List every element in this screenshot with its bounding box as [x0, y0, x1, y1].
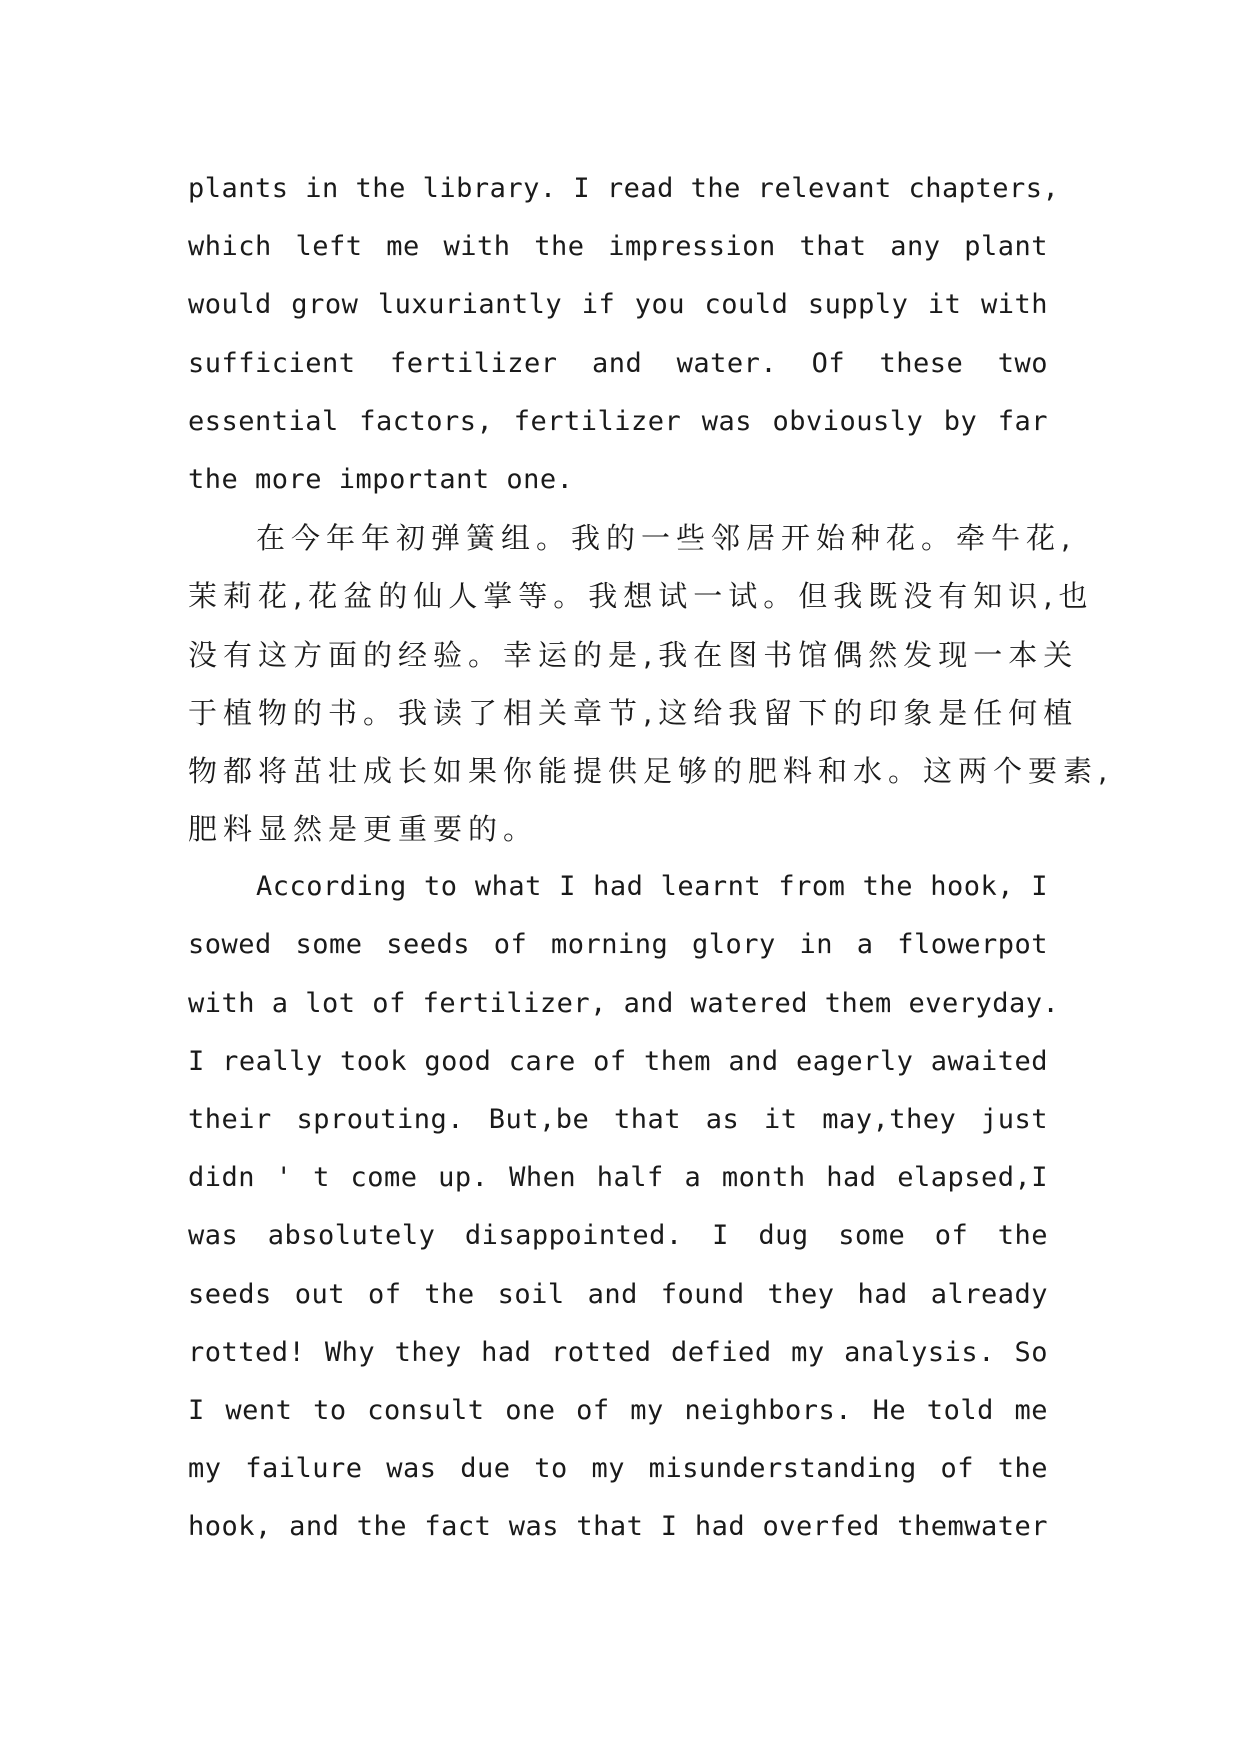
text-line: hook, and the fact was that I had overfed themwater — [188, 1511, 1048, 1543]
text-line: 茉莉花,花盆的仙人掌等。我想试一试。但我既没有知识,也 — [188, 579, 1094, 614]
text-line: plants in the library. I read the relevant chapters, — [188, 173, 1060, 204]
text-line: I went to consult one of my neighbors. He told me — [188, 1394, 1048, 1426]
text-line: didn ' t come up. When half a month had elapsed,I — [188, 1162, 1048, 1194]
text-line: 物都将茁壮成长如果你能提供足够的肥料和水。这两个要素, — [188, 753, 1114, 788]
text-line: with a lot of fertilizer, and watered them everyday. — [188, 987, 1060, 1019]
text-line: the more important one. — [188, 463, 574, 495]
paragraph-chinese — [188, 509, 1114, 858]
text-line: essential factors, fertilizer was obviously by far — [188, 405, 1048, 437]
text-line: According to what I had learnt from the hook, I — [256, 871, 1048, 903]
text-line: I really took good care of them and eagerly awaited — [188, 1045, 1048, 1077]
paragraph-english-2 — [188, 858, 1060, 1556]
document-body — [188, 160, 1114, 1557]
text-line: their sprouting. But,be that as it may,they just — [188, 1104, 1048, 1135]
paragraph-english-1 — [188, 160, 1060, 509]
text-line: 于植物的书。我读了相关章节,这给我留下的印象是任何植 — [188, 695, 1079, 730]
text-line: which left me with the impression that any plant — [188, 231, 1048, 263]
text-line: would grow luxuriantly if you could supply it with — [188, 289, 1048, 321]
text-line: 没有这方面的经验。幸运的是,我在图书馆偶然发现一本关 — [188, 637, 1079, 672]
text-line: 在今年年初弹簧组。我的一些邻居开始种花。牵牛花, — [256, 521, 1077, 556]
text-line: my failure was due to my misunderstanding of the — [188, 1453, 1048, 1485]
text-line: was absolutely disappointed. I dug some of the — [188, 1220, 1048, 1252]
text-line: sowed some seeds of morning glory in a flowerpot — [188, 929, 1048, 961]
text-line: 肥料显然是更重要的。 — [188, 812, 539, 847]
text-line: seeds out of the soil and found they had already — [188, 1278, 1048, 1310]
text-line: rotted! Why they had rotted defied my analysis. So — [188, 1336, 1048, 1368]
text-line: sufficient fertilizer and water. Of these two — [188, 347, 1048, 379]
